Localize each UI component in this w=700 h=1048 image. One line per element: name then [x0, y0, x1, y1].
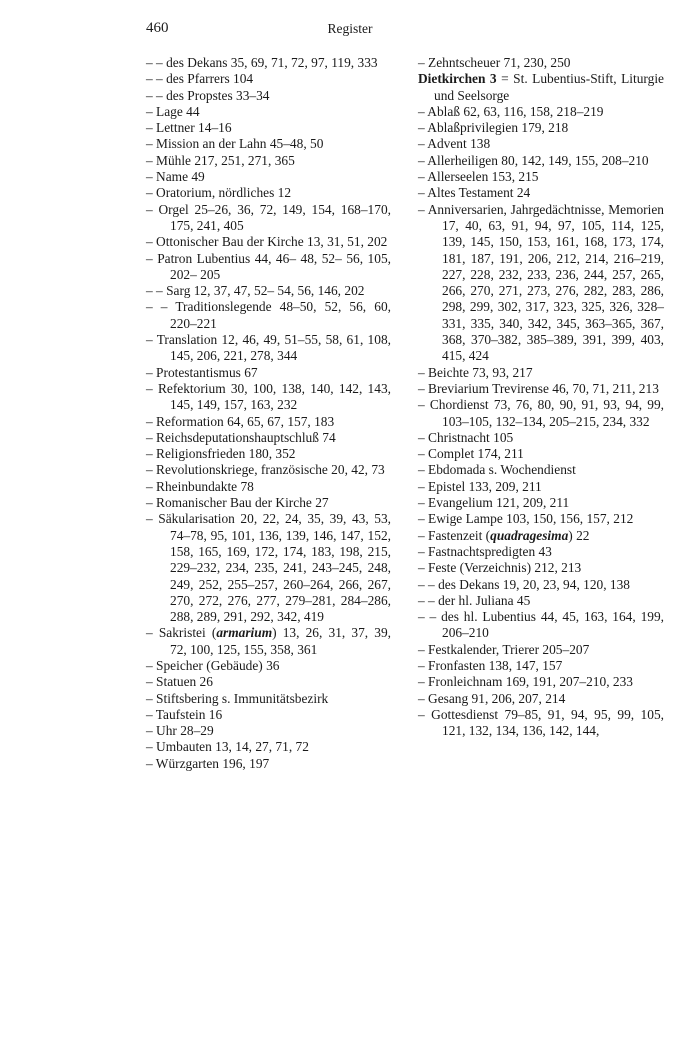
- index-entry: – – des Dekans 35, 69, 71, 72, 97, 119, 333: [146, 55, 378, 70]
- index-entry: – Gottesdienst 79–85, 91, 94, 95, 99, 105, 121, 132, 134, 136, 142, 144,: [418, 706, 664, 739]
- index-entry: – Patron Lubentius 44, 46– 48, 52– 56, 105, 202– 205: [146, 250, 391, 282]
- index-entry: – Stiftsbering s. Immunitätsbezirk: [146, 690, 329, 706]
- index-entry: [146, 625, 391, 658]
- index-entry: – Evangelium 121, 209, 211: [418, 495, 570, 511]
- index-entry: – Uhr 28–29: [146, 723, 214, 739]
- index-entry: – Würzgarten 196, 197: [146, 755, 270, 771]
- index-entry: – Mission an der Lahn 45–48, 50: [146, 136, 324, 152]
- index-entry: [418, 528, 664, 544]
- index-entry: – Anniversarien, Jahrgedächtnisse, Memorien 17, 40, 63, 91, 94, 97, 105, 114, 125, 139, 145, 150, 153, 161, 168, 173, 174, 181, 187, 191, 206, 212, 214, 216–219, 227, 228, 232, 233, 236, 244, 257, 265, 266, 270, 271, 273, 276, 282, 283, 286, 298, 299, 302, 317, 323, 325, 326, 328–331, 335, 340, 342, 345, 363–365, 367, 368, 370–382, 385–389, 391, 399, 403, 415, 424: [418, 201, 664, 364]
- index-entry: – Chordienst 73, 76, 80, 90, 91, 93, 94, 99, 103–105, 132–134, 205–215, 234, 332: [418, 397, 664, 429]
- index-entry: – Protestantismus 67: [146, 364, 258, 380]
- index-entry: – Epistel 133, 209, 211: [418, 478, 542, 494]
- index-entry: – Translation 12, 46, 49, 51–55, 58, 61, 108, 145, 206, 221, 278, 344: [146, 332, 391, 364]
- latin-term: quadragesima: [490, 527, 569, 543]
- index-entry: – Christnacht 105: [418, 429, 514, 445]
- index-entry: – – des Propstes 33–34: [146, 87, 270, 103]
- index-entry: – Orgel 25–26, 36, 72, 149, 154, 168–170, 175, 241, 405: [146, 201, 391, 233]
- index-entry: – Refektorium 30, 100, 138, 140, 142, 143, 145, 149, 157, 163, 232: [146, 380, 391, 413]
- index-entry: – Taufstein 16: [146, 706, 223, 722]
- latin-term: armarium: [216, 625, 273, 641]
- index-entry: – Säkularisation 20, 22, 24, 35, 39, 43, 53, 74–78, 95, 101, 136, 139, 146, 147, 152, 158, 165, 169, 172, 174, 183, 198, 215, 229–232, 234, 235, 241, 243–245, 248, 249, 252, 255–257, 260–264, 266, 267, 270, 272, 276, 277, 279–281, 284–286, 288, 289, 291, 292, 342, 419: [146, 511, 391, 625]
- index-entry: – Feste (Verzeichnis) 212, 213: [418, 560, 582, 576]
- index-entry: – Allerheiligen 80, 142, 149, 155, 208–210: [418, 152, 649, 168]
- index-entry: – – der hl. Juliana 45: [418, 592, 531, 608]
- page-number: 460: [146, 20, 169, 36]
- index-entry: – Advent 138: [418, 136, 491, 152]
- index-entry: – Revolutionskriege, französische 20, 42, 73: [146, 462, 385, 478]
- index-entry: – Reformation 64, 65, 67, 157, 183: [146, 413, 335, 429]
- index-entry: – Ablaß 62, 63, 116, 158, 218–219: [418, 103, 604, 119]
- index-heading-entry: [418, 71, 664, 104]
- heading-term: Dietkirchen 3: [418, 71, 497, 87]
- index-entry: – Fastnachtspredigten 43: [418, 543, 552, 559]
- index-entry: – Reichsdeputationshauptschluß 74: [146, 429, 336, 445]
- index-entry: – Lettner 14–16: [146, 120, 232, 136]
- index-entry: – Breviarium Trevirense 46, 70, 71, 211, 213: [418, 380, 659, 396]
- index-entry: – Romanischer Bau der Kirche 27: [146, 495, 329, 511]
- entry-pages: ) 22: [568, 527, 590, 543]
- index-entry: – Mühle 217, 251, 271, 365: [146, 152, 295, 168]
- index-entry: – Festkalender, Trierer 205–207: [418, 641, 590, 657]
- index-entry: – Ewige Lampe 103, 150, 156, 157, 212: [418, 511, 634, 527]
- index-entry: – Ottonischer Bau der Kirche 13, 31, 51, 202: [146, 234, 388, 250]
- index-entry: – – Sarg 12, 37, 47, 52– 54, 56, 146, 202: [146, 283, 365, 299]
- index-entry: – Gesang 91, 206, 207, 214: [418, 690, 566, 706]
- index-entry: – Ebdomada s. Wochendienst: [418, 462, 576, 478]
- index-entry: – – des Pfarrers 104: [146, 71, 254, 87]
- index-entry: – Altes Testament 24: [418, 185, 531, 201]
- index-entry: – Fronleichnam 169, 191, 207–210, 233: [418, 674, 633, 690]
- index-entry: – – des Dekans 19, 20, 23, 94, 120, 138: [418, 576, 631, 592]
- index-entry: – Speicher (Gebäude) 36: [146, 657, 280, 673]
- index-entry: – – Traditionslegende 48–50, 52, 56, 60, 220–221: [146, 299, 391, 331]
- entry-text: – Sakristei (: [146, 625, 217, 641]
- index-entry: – Fronfasten 138, 147, 157: [418, 657, 563, 673]
- index-entry: – Beichte 73, 93, 217: [418, 364, 533, 380]
- index-entry: – Oratorium, nördliches 12: [146, 185, 292, 201]
- index-entry: – Religionsfrieden 180, 352: [146, 446, 296, 462]
- running-head: Register: [327, 21, 373, 36]
- index-column-left: [146, 55, 391, 772]
- index-entry: – Zehntscheuer 71, 230, 250: [418, 55, 571, 70]
- index-entry: – Umbauten 13, 14, 27, 71, 72: [146, 739, 309, 755]
- heading-text: = St. Lubentius-Stift, Liturgie und Seelsorge: [434, 71, 664, 103]
- index-column-right: [418, 55, 664, 739]
- index-entry: – Lage 44: [146, 103, 200, 119]
- index-entry: – Name 49: [146, 169, 205, 185]
- index-entry: – Statuen 26: [146, 674, 213, 690]
- index-entry: – Complet 174, 211: [418, 446, 524, 462]
- index-entry: – Allerseelen 153, 215: [418, 169, 539, 185]
- index-entry: – Rheinbundakte 78: [146, 478, 254, 494]
- entry-text: – Fastenzeit (: [418, 527, 491, 543]
- entry-pages: ) 13, 26, 31, 37, 39, 72, 100, 125, 155, 358, 361: [170, 625, 391, 657]
- index-entry: – Ablaßprivilegien 179, 218: [418, 120, 569, 136]
- index-entry: – – des hl. Lubentius 44, 45, 163, 164, 199, 206–210: [418, 609, 664, 641]
